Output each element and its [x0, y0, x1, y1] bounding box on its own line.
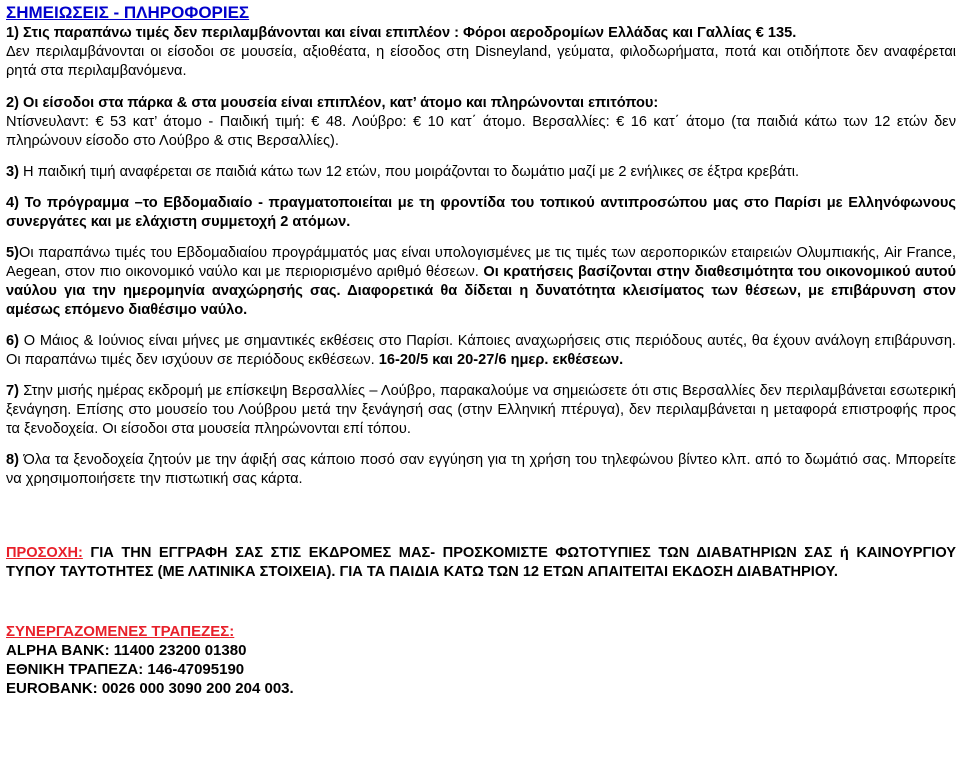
note-3 — [6, 163, 956, 182]
note-6-bold-text: 16-20/5 και 20-27/6 ημερ. εκθέσεων. — [378, 352, 624, 368]
bank-line-eurobank: EUROBANK: 0026 000 3090 200 204 003. — [6, 680, 294, 697]
note-5-number: 5) — [6, 245, 19, 261]
note-8-text: Όλα τα ξενοδοχεία ζητούν με την άφιξή σας κάποιο ποσό σαν εγγύηση για τη χρήση του τηλεφώνου βίντεο κλπ. από το δωμάτιό σας. Μπορείτε να χρησιμοποιήσετε την πιστωτική σας κάρτα. — [6, 452, 956, 487]
note-2 — [6, 94, 956, 151]
note-2-title: 2) Οι είσοδοι στα πάρκα & στα μουσεία είναι επιπλέον, κατ’ άτομο και πληρώνονται επιτόπου: — [6, 95, 659, 111]
notes-document — [6, 2, 956, 698]
note-1-title: 1) Στις παραπάνω τιμές δεν περιλαμβάνονται και είναι επιπλέον : Φόροι αεροδρομίων Ελλάδας και Γαλλίας € 135. — [6, 25, 797, 41]
note-5-bold-text: Οι κρατήσεις βασίζονται στην διαθεσιμότητα του οικονομικού αυτού ναύλου για την ημερομηνία αναχώρησής σας. Διαφορετικά θα δίδεται η δυνατότητα κλεισίματος των θέσεων, με επιβάρυνση στον αμέσως επόμενο διαθέσιμο ναύλο. — [6, 264, 956, 318]
note-1-text: Δεν περιλαμβάνονται οι είσοδοι σε μουσεία, αξιοθέατα, η είσοδος στη Disneyland, γεύματα, φιλοδωρήματα, ποτά και οτιδήποτε δεν αναφέρεται ρητά στα περιλαμβανόμενα. — [6, 44, 956, 79]
note-5-text: Οι παραπάνω τιμές του Εβδομαδιαίου προγράμματός μας είναι υπολογισμένες με τις τιμές των αεροπορικών εταιρειών Ολυμπιακής, Air France, Aegean, στον πιο οικονομικό ναύλο και με περιορισμένο αριθμό θέσεων. — [6, 245, 956, 280]
note-3-number: 3) — [6, 164, 19, 180]
bank-line-alpha: ALPHA BANK: 11400 23200 01380 — [6, 642, 247, 659]
note-8 — [6, 451, 956, 489]
note-6 — [6, 332, 956, 370]
note-5 — [6, 244, 956, 320]
note-4: 4) Το πρόγραμμα –το Εβδομαδιαίο - πραγματοποιείται με τη φροντίδα του τοπικού αντιπροσώπου μας στο Παρίσι με Ελληνόφωνους συνεργάτες και με ελάχιστη συμμετοχή 2 ατόμων. — [6, 195, 956, 230]
note-7 — [6, 382, 956, 439]
warning-text: ΓΙΑ ΤΗΝ ΕΓΓΡΑΦΗ ΣΑΣ ΣΤΙΣ ΕΚΔΡΟΜΕΣ ΜΑΣ- ΠΡΟΣΚΟΜΙΣΤΕ ΦΩΤΟΤΥΠΙΕΣ ΤΩΝ ΔΙΑΒΑΤΗΡΙΩΝ ΣΑΣ ή ΚΑΙΝΟΥΡΓΙΟΥ ΤΥΠΟΥ ΤΑΥΤΟΤΗΤΕΣ (ΜΕ ΛΑΤΙΝΙΚΑ ΣΤΟΙΧΕΙΑ). ΓΙΑ ΤΑ ΠΑΙΔΙΑ ΚΑΤΩ ΤΩΝ 12 ΕΤΩΝ ΑΠΑΙΤΕΙΤΑΙ ΕΚΔΟΣΗ ΔΙΑΒΑΤΗΡΙΟΥ. — [6, 545, 956, 580]
note-7-text: Στην μισής ημέρας εκδρομή με επίσκεψη Βερσαλλίες – Λούβρο, παρακαλούμε να σημειώσετε ότι στις Βερσαλλίες δεν περιλαμβάνεται εσωτερική ξενάγηση. Επίσης στο μουσείο του Λούβρου μετά την ξενάγησή σας (στην Ελληνική πτέρυγα), δεν περιλαμβάνεται η μεταφορά επιστροφής προς τα ξενοδοχεία. Οι είσοδοι στα μουσεία πληρώνονται επί τόπου. — [6, 383, 956, 437]
banks-section — [6, 622, 956, 698]
note-1 — [6, 24, 956, 81]
note-2-text: Ντίσνευλαντ: € 53 κατ’ άτομο - Παιδική τιμή: € 48. Λούβρο: € 10 κατ΄ άτομο. Βερσαλλίες: € 16 κατ΄ άτομο (τα παιδιά κάτω των 12 ετών δεν πληρώνουν είσοδο στο Λούβρο & στις Βερσαλλίες). — [6, 114, 956, 149]
bank-line-ethniki: ΕΘΝΙΚΗ ΤΡΑΠΕΖΑ: 146-47095190 — [6, 661, 245, 678]
page-title: ΣΗΜΕΙΩΣΕΙΣ - ΠΛΗΡΟΦΟΡΙΕΣ — [6, 3, 250, 22]
banks-title: ΣΥΝΕΡΓΑΖΟΜΕΝΕΣ ΤΡΑΠΕΖΕΣ: — [6, 623, 235, 640]
note-7-number: 7) — [6, 383, 19, 399]
warning-label: ΠΡΟΣΟΧΗ: — [6, 545, 83, 561]
note-3-text: Η παιδική τιμή αναφέρεται σε παιδιά κάτω των 12 ετών, που μοιράζονται το δωμάτιο μαζί με 2 ενήλικες σε έξτρα κρεβάτι. — [18, 164, 800, 180]
note-6-number: 6) — [6, 333, 19, 349]
warning-notice — [6, 544, 956, 582]
note-6-text: Ο Μάιος & Ιούνιος είναι μήνες με σημαντικές εκθέσεις στο Παρίσι. Κάποιες αναχωρήσεις στις περιόδους αυτές, θα έχουν ανάλογη επιβάρυνση. Οι παραπάνω τιμές δεν ισχύουν σε περιόδους εκθέσεων. — [6, 333, 956, 368]
note-8-number: 8) — [6, 452, 19, 468]
